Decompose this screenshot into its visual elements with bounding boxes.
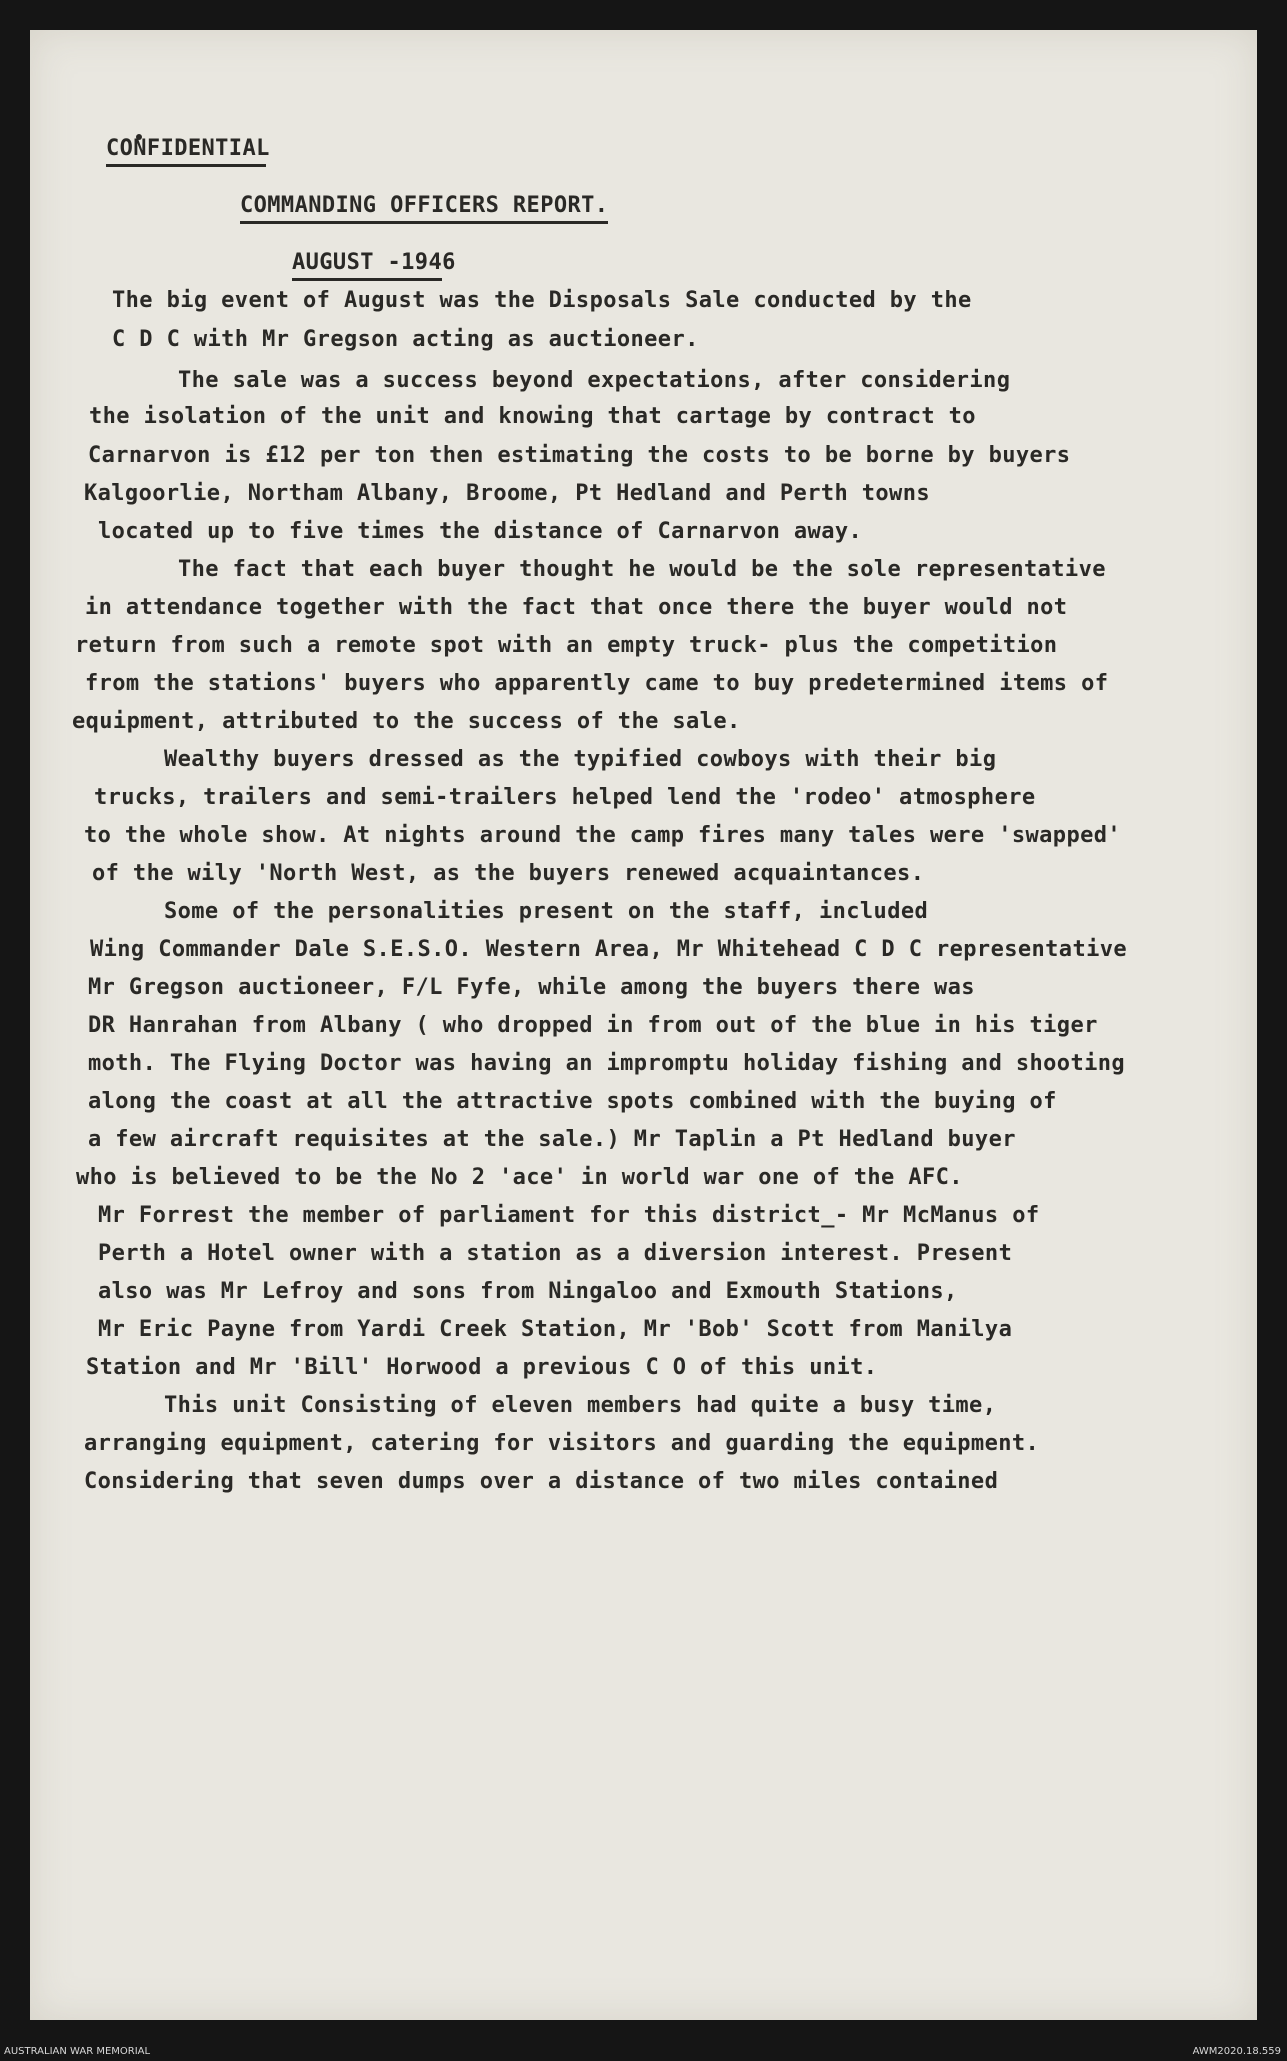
body-text-line: a few aircraft requisites at the sale.) Mr Taplin a Pt Hedland buyer: [88, 1127, 1016, 1152]
confidential-label: CONFIDENTIAL: [106, 136, 266, 167]
body-text-line: The big event of August was the Disposals Sale conducted by the: [112, 288, 972, 313]
body-text-line: located up to five times the distance of Carnarvon away.: [98, 519, 863, 544]
body-text-line: moth. The Flying Doctor was having an impromptu holiday fishing and shooting: [88, 1051, 1126, 1076]
body-text-line: The fact that each buyer thought he would be the sole representative: [178, 557, 1106, 582]
report-date: AUGUST -1946: [292, 250, 442, 281]
body-text-line: This unit Consisting of eleven members had quite a busy time,: [164, 1393, 997, 1418]
body-text-line: Mr Gregson auctioneer, F/L Fyfe, while among the buyers there was: [88, 975, 975, 1000]
body-text-line: DR Hanrahan from Albany ( who dropped in from out of the blue in his tiger: [88, 1013, 1098, 1038]
body-text-line: Mr Forrest the member of parliament for this district_- Mr McManus of: [98, 1203, 1040, 1228]
footer-credit: AUSTRALIAN WAR MEMORIAL: [4, 2046, 151, 2057]
body-text-line: Some of the personalities present on the staff, included: [164, 899, 929, 924]
body-text-line: the isolation of the unit and knowing that cartage by contract to: [89, 404, 976, 429]
body-text-line: of the wily 'North West, as the buyers renewed acquaintances.: [92, 861, 925, 886]
body-text-line: Carnarvon is £12 per ton then estimating the costs to be borne by buyers: [88, 443, 1071, 468]
body-text-line: along the coast at all the attractive spots combined with the buying of: [88, 1089, 1057, 1114]
body-text-line: Perth a Hotel owner with a station as a diversion interest. Present: [98, 1241, 1013, 1266]
body-text-line: trucks, trailers and semi-trailers helped lend the 'rodeo' atmosphere: [94, 785, 1036, 810]
body-text-line: Station and Mr 'Bill' Horwood a previous C O of this unit.: [86, 1355, 878, 1380]
report-title: COMMANDING OFFICERS REPORT.: [240, 193, 608, 224]
body-text-line: to the whole show. At nights around the camp fires many tales were 'swapped': [84, 823, 1122, 848]
body-text-line: return from such a remote spot with an empty truck- plus the competition: [75, 633, 1058, 658]
body-text-line: who is believed to be the No 2 'ace' in world war one of the AFC.: [76, 1165, 963, 1190]
body-text-line: Considering that seven dumps over a distance of two miles contained: [84, 1469, 999, 1494]
body-text-line: arranging equipment, catering for visitors and guarding the equipment.: [84, 1431, 1040, 1456]
body-text-line: in attendance together with the fact that once there the buyer would not: [85, 595, 1068, 620]
body-text-line: C D C with Mr Gregson acting as auctioneer.: [112, 327, 699, 352]
body-text-line: The sale was a success beyond expectations, after considering: [178, 368, 1011, 393]
body-text-line: Kalgoorlie, Northam Albany, Broome, Pt Hedland and Perth towns: [84, 481, 930, 506]
document-page: [30, 30, 1257, 2020]
body-text-line: Wing Commander Dale S.E.S.O. Western Area, Mr Whitehead C D C representative: [90, 937, 1128, 962]
body-text-line: from the stations' buyers who apparently came to buy predetermined items of: [85, 671, 1109, 696]
body-text-line: equipment, attributed to the success of the sale.: [72, 709, 741, 734]
body-text-line: Mr Eric Payne from Yardi Creek Station, Mr 'Bob' Scott from Manilya: [98, 1317, 1013, 1342]
body-text-line: Wealthy buyers dressed as the typified cowboys with their big: [164, 747, 997, 772]
footer-accession-number: AWM2020.18.559: [1192, 2046, 1281, 2057]
body-text-line: also was Mr Lefroy and sons from Ningaloo and Exmouth Stations,: [98, 1279, 958, 1304]
